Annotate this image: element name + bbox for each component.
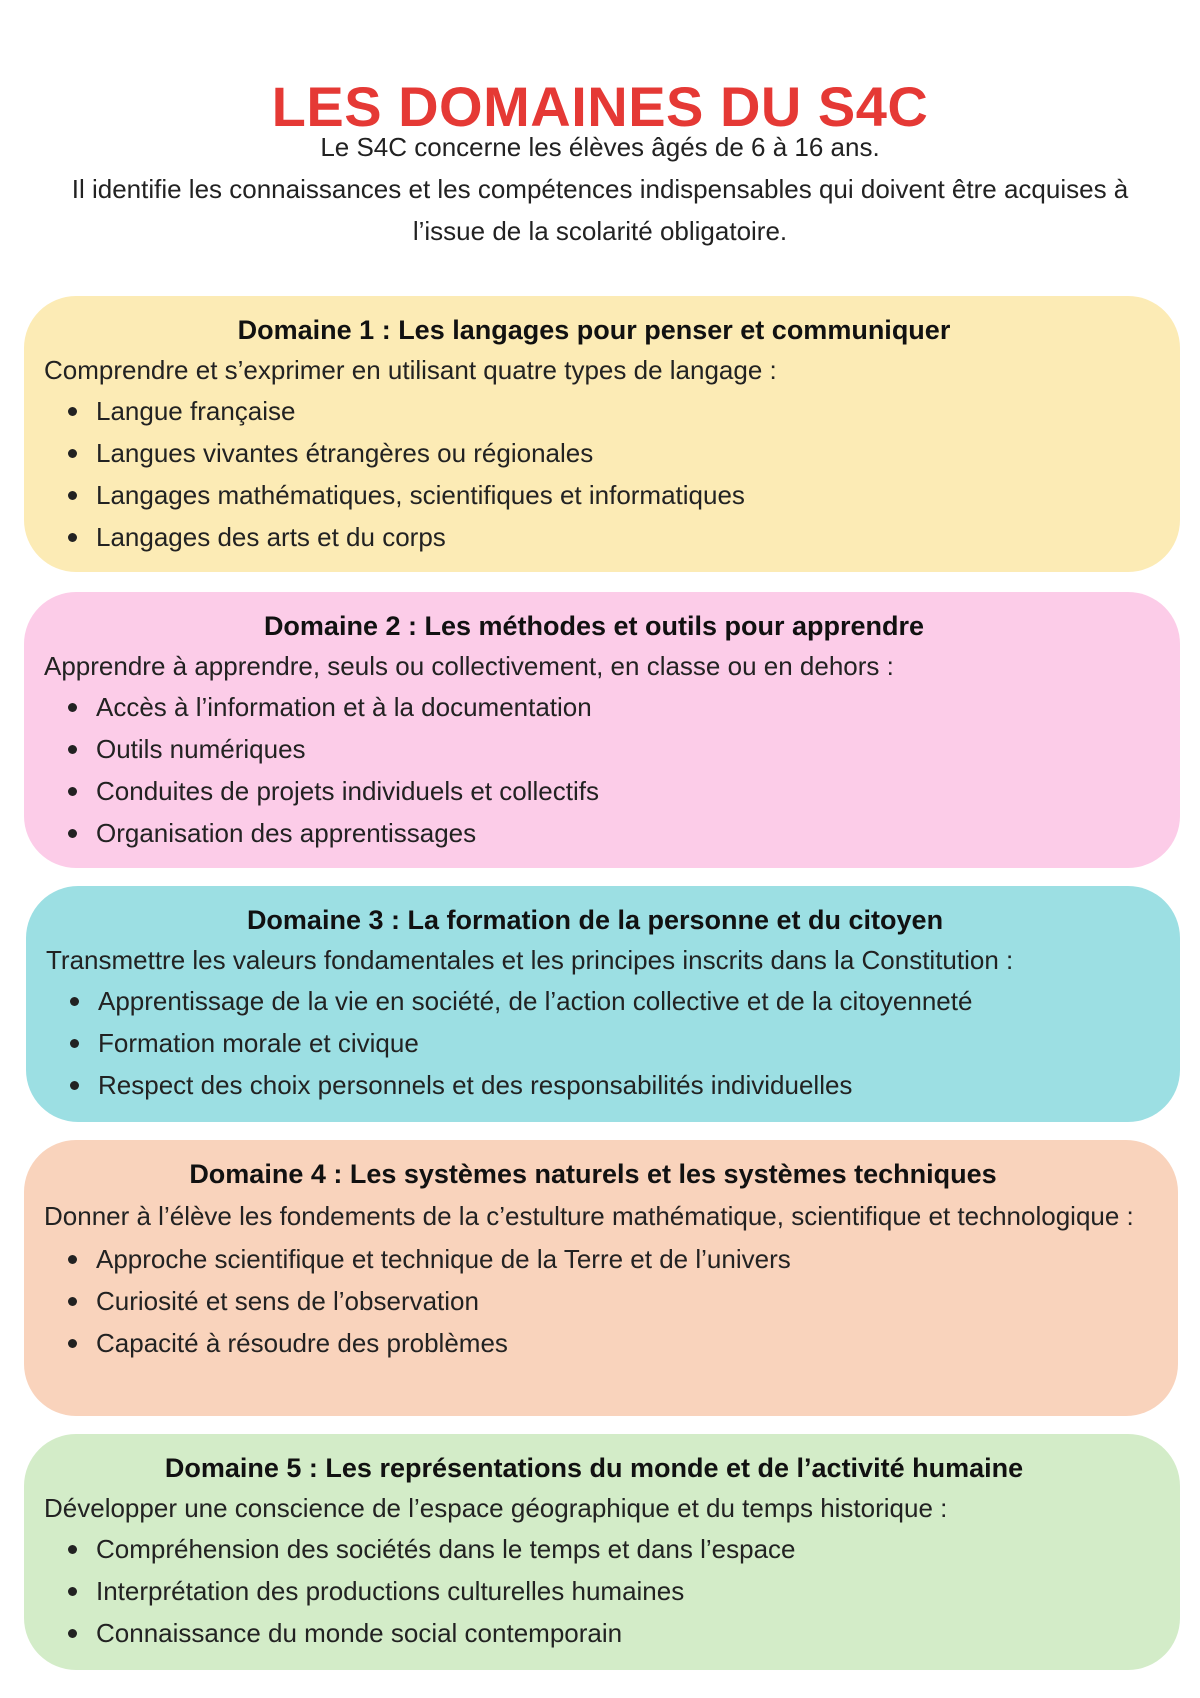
intro-line-1: Le S4C concerne les élèves âgés de 6 à 16 ans. [320, 132, 880, 162]
intro-line-2: Il identifie les connaissances et les compétences indispensables qui doivent être acquises à l’issue de la scolarité obligatoire. [71, 174, 1129, 246]
domain-1-heading: Domaine 1 : Les langages pour penser et communiquer [237, 315, 951, 345]
list-item-text: Outils numériques [96, 734, 306, 764]
list-item-text: Capacité à résoudre des problèmes [96, 1328, 508, 1358]
list-item [96, 1238, 1142, 1280]
bullet-icon [70, 997, 79, 1006]
list-item [96, 474, 1144, 516]
domain-4-heading: Domaine 4 : Les systèmes naturels et les systèmes techniques [189, 1159, 997, 1189]
domain-4-description: Donner à l’élève les fondements de la c’estulture mathématique, scientifique et technologique : [44, 1201, 1134, 1231]
list-item-text: Apprentissage de la vie en société, de l’action collective et de la citoyenneté [98, 986, 973, 1016]
bullet-icon [68, 1587, 77, 1596]
list-item [96, 770, 1144, 812]
list-item [96, 1280, 1142, 1322]
bullet-icon [68, 703, 77, 712]
list-item-text: Organisation des apprentissages [96, 818, 477, 848]
domain-3-heading: Domaine 3 : La formation de la personne et du citoyen [246, 905, 944, 935]
intro [60, 126, 1140, 252]
bullet-icon [70, 1039, 79, 1048]
list-item-text: Langages des arts et du corps [96, 522, 446, 552]
domain-2-description: Apprendre à apprendre, seuls ou collectivement, en classe ou en dehors : [44, 651, 894, 681]
domain-3-list [46, 980, 1144, 1106]
domain-1-card [24, 296, 1180, 572]
bullet-icon [68, 1297, 77, 1306]
bullet-icon [68, 1339, 77, 1348]
list-item [98, 980, 1144, 1022]
bullet-icon [70, 1081, 79, 1090]
list-item [96, 1528, 1144, 1570]
domain-1-description: Comprendre et s’exprimer en utilisant quatre types de langage : [44, 355, 777, 385]
list-item-text: Langue française [96, 396, 296, 426]
list-item [98, 1022, 1144, 1064]
bullet-icon [68, 745, 77, 754]
domain-1-list [44, 390, 1144, 558]
list-item-text: Conduites de projets individuels et collectifs [96, 776, 599, 806]
list-item [96, 686, 1144, 728]
domain-5-description: Développer une conscience de l’espace géographique et du temps historique : [44, 1493, 948, 1523]
domain-5-card [24, 1434, 1180, 1670]
bullet-icon [68, 787, 77, 796]
list-item [98, 1064, 1144, 1106]
page-title: LES DOMAINES DU S4C [271, 74, 929, 138]
domain-3-description: Transmettre les valeurs fondamentales et les principes inscrits dans la Constitution : [46, 945, 1014, 975]
list-item [96, 1322, 1142, 1364]
bullet-icon [68, 1629, 77, 1638]
list-item [96, 1612, 1144, 1654]
bullet-icon [68, 1545, 77, 1554]
list-item-text: Accès à l’information et à la documentation [96, 692, 592, 722]
list-item-text: Langues vivantes étrangères ou régionales [96, 438, 594, 468]
bullet-icon [68, 449, 77, 458]
list-item [96, 1570, 1144, 1612]
list-item-text: Compréhension des sociétés dans le temps et dans l’espace [96, 1534, 796, 1564]
bullet-icon [68, 407, 77, 416]
list-item [96, 728, 1144, 770]
list-item [96, 812, 1144, 854]
domain-5-list [44, 1528, 1144, 1654]
domain-2-card [24, 592, 1180, 868]
list-item [96, 432, 1144, 474]
list-item-text: Langages mathématiques, scientifiques et informatiques [96, 480, 745, 510]
list-item-text: Curiosité et sens de l’observation [96, 1286, 479, 1316]
list-item-text: Formation morale et civique [98, 1028, 419, 1058]
bullet-icon [68, 533, 77, 542]
domain-3-card [26, 886, 1180, 1122]
bullet-icon [68, 1255, 77, 1264]
domain-4-card [24, 1140, 1178, 1416]
bullet-icon [68, 829, 77, 838]
list-item [96, 390, 1144, 432]
list-item [96, 516, 1144, 558]
domain-2-heading: Domaine 2 : Les méthodes et outils pour apprendre [263, 611, 925, 641]
list-item-text: Approche scientifique et technique de la Terre et de l’univers [96, 1244, 791, 1274]
bullet-icon [68, 491, 77, 500]
list-item-text: Connaissance du monde social contemporain [96, 1618, 623, 1648]
domain-5-heading: Domaine 5 : Les représentations du monde et de l’activité humaine [164, 1453, 1024, 1483]
list-item-text: Respect des choix personnels et des responsabilités individuelles [98, 1070, 853, 1100]
domain-2-list [44, 686, 1144, 854]
list-item-text: Interprétation des productions culturelles humaines [96, 1576, 685, 1606]
domain-4-list [44, 1238, 1142, 1364]
